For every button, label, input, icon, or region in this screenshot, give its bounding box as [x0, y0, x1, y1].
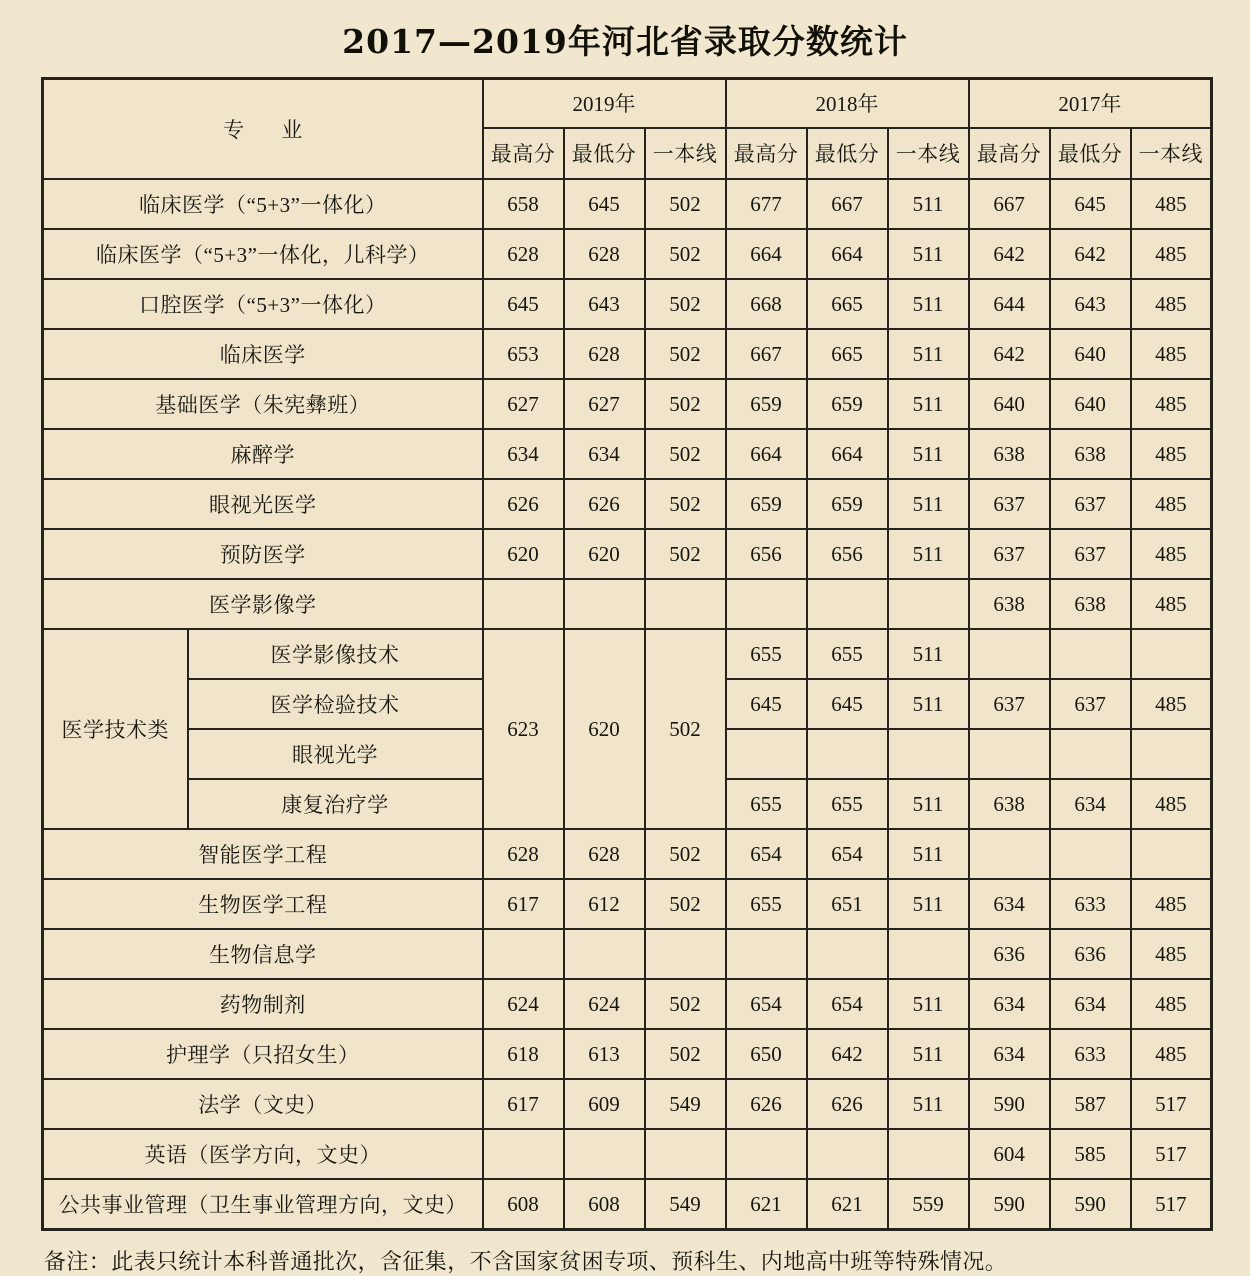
major-name: 临床医学（“5+3”一体化）: [43, 179, 483, 229]
score-cell: [1131, 829, 1212, 879]
score-cell: 618: [483, 1029, 564, 1079]
score-cell: 624: [483, 979, 564, 1029]
score-cell: 613: [564, 1029, 645, 1079]
score-cell: 656: [726, 529, 807, 579]
sub-major-name: 医学检验技术: [188, 679, 483, 729]
major-name: 基础医学（朱宪彝班）: [43, 379, 483, 429]
score-cell: 628: [564, 829, 645, 879]
score-cell: 624: [564, 979, 645, 1029]
table-row: [43, 1129, 1212, 1179]
header-row-years: [43, 79, 1212, 128]
score-cell: [726, 1129, 807, 1179]
score-cell: 511: [888, 779, 969, 829]
score-cell: 485: [1131, 679, 1212, 729]
score-cell: 502: [645, 379, 726, 429]
score-cell: 511: [888, 329, 969, 379]
score-cell: [1050, 829, 1131, 879]
score-cell: [645, 579, 726, 629]
score-cell: 485: [1131, 229, 1212, 279]
score-cell: [483, 579, 564, 629]
major-group-name: 医学技术类: [43, 629, 188, 829]
score-cell: [888, 579, 969, 629]
score-cell: 638: [969, 429, 1050, 479]
score-cell: 642: [969, 329, 1050, 379]
score-cell: [1131, 629, 1212, 679]
major-name: 眼视光医学: [43, 479, 483, 529]
score-cell: 665: [807, 279, 888, 329]
score-cell: 634: [969, 1029, 1050, 1079]
score-cell: [969, 629, 1050, 679]
score-cell: 620: [483, 529, 564, 579]
score-cell: 634: [969, 979, 1050, 1029]
header-year-2018: 2018年: [726, 79, 969, 128]
score-cell: 517: [1131, 1079, 1212, 1129]
table-row-group: [43, 629, 1212, 679]
score-cell: 637: [1050, 479, 1131, 529]
major-name: 口腔医学（“5+3”一体化）: [43, 279, 483, 329]
table-row: [43, 279, 1212, 329]
score-cell: 511: [888, 879, 969, 929]
score-cell: 517: [1131, 1129, 1212, 1179]
table-row: [43, 429, 1212, 479]
score-cell: 644: [969, 279, 1050, 329]
score-cell: 585: [1050, 1129, 1131, 1179]
score-cell: 628: [564, 329, 645, 379]
score-cell: 502: [645, 529, 726, 579]
score-cell: 587: [1050, 1079, 1131, 1129]
score-cell: 559: [888, 1179, 969, 1230]
score-cell: 636: [969, 929, 1050, 979]
header-year-2017: 2017年: [969, 79, 1212, 128]
score-cell: 643: [564, 279, 645, 329]
score-cell: 654: [807, 829, 888, 879]
score-cell: 650: [726, 1029, 807, 1079]
score-cell: 511: [888, 1029, 969, 1079]
score-cell: 664: [726, 229, 807, 279]
score-cell: [483, 929, 564, 979]
major-name: 生物医学工程: [43, 879, 483, 929]
score-cell: 626: [564, 479, 645, 529]
score-cell: 485: [1131, 479, 1212, 529]
score-cell: 608: [483, 1179, 564, 1230]
score-cell: 640: [1050, 329, 1131, 379]
score-cell: 485: [1131, 379, 1212, 429]
score-cell: 667: [726, 329, 807, 379]
major-name: 法学（文史）: [43, 1079, 483, 1129]
score-cell: 590: [1050, 1179, 1131, 1230]
score-cell: 642: [1050, 229, 1131, 279]
score-cell: 655: [726, 629, 807, 679]
score-cell: 627: [483, 379, 564, 429]
table-row: [43, 929, 1212, 979]
score-cell: 655: [726, 879, 807, 929]
score-cell: 645: [726, 679, 807, 729]
score-cell: 636: [1050, 929, 1131, 979]
score-cell: 634: [1050, 779, 1131, 829]
score-cell: 637: [1050, 679, 1131, 729]
score-cell: 664: [807, 429, 888, 479]
header-2018-min: 最低分: [807, 128, 888, 179]
score-cell: 485: [1131, 879, 1212, 929]
score-cell: 485: [1131, 179, 1212, 229]
score-cell: 645: [807, 679, 888, 729]
score-cell: [807, 729, 888, 779]
score-cell: 668: [726, 279, 807, 329]
score-cell: 511: [888, 829, 969, 879]
header-major: 专 业: [43, 79, 483, 180]
table-row: [43, 479, 1212, 529]
score-cell: 645: [564, 179, 645, 229]
score-cell: 511: [888, 979, 969, 1029]
score-cell: 502: [645, 429, 726, 479]
score-cell: 634: [969, 879, 1050, 929]
header-2019-cutoff: 一本线: [645, 128, 726, 179]
score-cell: 637: [969, 529, 1050, 579]
score-cell: 502: [645, 829, 726, 879]
table-row: [43, 829, 1212, 879]
score-cell: 659: [726, 479, 807, 529]
score-cell: [726, 929, 807, 979]
score-cell: 667: [969, 179, 1050, 229]
score-cell: [1050, 729, 1131, 779]
score-cell: 502: [645, 279, 726, 329]
score-cell: 626: [483, 479, 564, 529]
major-name: 临床医学（“5+3”一体化，儿科学）: [43, 229, 483, 279]
table-row: [43, 529, 1212, 579]
major-name: 英语（医学方向，文史）: [43, 1129, 483, 1179]
score-cell: 485: [1131, 429, 1212, 479]
score-cell: 511: [888, 229, 969, 279]
score-cell: 502: [645, 179, 726, 229]
major-name: 药物制剂: [43, 979, 483, 1029]
score-cell: [888, 929, 969, 979]
score-cell: 511: [888, 279, 969, 329]
score-cell: 609: [564, 1079, 645, 1129]
score-cell: 645: [1050, 179, 1131, 229]
score-cell: 645: [483, 279, 564, 329]
score-cell: 634: [1050, 979, 1131, 1029]
score-cell: 502: [645, 479, 726, 529]
score-cell: 502: [645, 879, 726, 929]
table-body: [43, 179, 1212, 1230]
table-container: [0, 77, 1250, 1231]
score-cell-merged: 502: [645, 629, 726, 829]
score-cell: [645, 929, 726, 979]
header-2017-cutoff: 一本线: [1131, 128, 1212, 179]
score-cell: 640: [969, 379, 1050, 429]
score-cell: 549: [645, 1179, 726, 1230]
score-cell: 637: [1050, 529, 1131, 579]
score-cell: 502: [645, 1029, 726, 1079]
score-cell: 634: [483, 429, 564, 479]
score-cell: 617: [483, 879, 564, 929]
score-cell: 656: [807, 529, 888, 579]
score-cell: 638: [1050, 429, 1131, 479]
score-cell: 664: [726, 429, 807, 479]
table-row: [43, 1179, 1212, 1230]
score-cell: 485: [1131, 1029, 1212, 1079]
page-title: 2017—2019年河北省录取分数统计: [342, 22, 908, 61]
score-cell: [807, 1129, 888, 1179]
score-cell: 643: [1050, 279, 1131, 329]
score-cell: 604: [969, 1129, 1050, 1179]
major-name: 公共事业管理（卫生事业管理方向，文史）: [43, 1179, 483, 1230]
table-row: [43, 379, 1212, 429]
score-cell: 658: [483, 179, 564, 229]
score-cell: 511: [888, 679, 969, 729]
score-cell: 511: [888, 429, 969, 479]
score-cell: [807, 929, 888, 979]
score-cell: 485: [1131, 579, 1212, 629]
score-cell: 549: [645, 1079, 726, 1129]
table-row: [43, 229, 1212, 279]
score-cell: 637: [969, 679, 1050, 729]
table-row: [43, 1079, 1212, 1129]
score-cell: 502: [645, 329, 726, 379]
sub-major-name: 康复治疗学: [188, 779, 483, 829]
header-year-2019: 2019年: [483, 79, 726, 128]
score-cell: 655: [807, 779, 888, 829]
header-2017-max: 最高分: [969, 128, 1050, 179]
score-cell: 628: [483, 829, 564, 879]
header-2017-min: 最低分: [1050, 128, 1131, 179]
score-cell: 485: [1131, 929, 1212, 979]
score-cell: 655: [807, 629, 888, 679]
score-cell: [645, 1129, 726, 1179]
score-cell: [969, 729, 1050, 779]
score-cell: 612: [564, 879, 645, 929]
score-cell: 628: [564, 229, 645, 279]
score-cell: [888, 729, 969, 779]
score-cell: 511: [888, 529, 969, 579]
score-cell: 659: [807, 379, 888, 429]
table-row: [43, 979, 1212, 1029]
score-cell: [1050, 629, 1131, 679]
header-2019-min: 最低分: [564, 128, 645, 179]
score-cell: 626: [726, 1079, 807, 1129]
score-cell: 590: [969, 1179, 1050, 1230]
header-2018-max: 最高分: [726, 128, 807, 179]
score-cell: 511: [888, 629, 969, 679]
score-cell: 511: [888, 379, 969, 429]
score-cell: 485: [1131, 529, 1212, 579]
score-cell: 590: [969, 1079, 1050, 1129]
score-cell: [726, 729, 807, 779]
score-cell: 642: [807, 1029, 888, 1079]
score-cell: 664: [807, 229, 888, 279]
major-name: 麻醉学: [43, 429, 483, 479]
score-cell: 633: [1050, 1029, 1131, 1079]
major-name: 生物信息学: [43, 929, 483, 979]
score-cell: 621: [726, 1179, 807, 1230]
score-cell: [564, 929, 645, 979]
score-cell: 627: [564, 379, 645, 429]
score-cell: 654: [807, 979, 888, 1029]
score-cell: 517: [1131, 1179, 1212, 1230]
sub-major-name: 医学影像技术: [188, 629, 483, 679]
table-row: [43, 329, 1212, 379]
table-row: [43, 1029, 1212, 1079]
score-cell: 667: [807, 179, 888, 229]
major-name: 临床医学: [43, 329, 483, 379]
score-cell: 640: [1050, 379, 1131, 429]
score-cell: [969, 829, 1050, 879]
score-cell: [888, 1129, 969, 1179]
score-cell: 677: [726, 179, 807, 229]
score-cell: 633: [1050, 879, 1131, 929]
admission-scores-table: [41, 77, 1213, 1231]
score-cell: 638: [969, 779, 1050, 829]
score-cell: 638: [1050, 579, 1131, 629]
score-cell: 511: [888, 479, 969, 529]
score-cell: [807, 579, 888, 629]
score-cell: [483, 1129, 564, 1179]
score-cell: [1131, 729, 1212, 779]
score-cell: 485: [1131, 279, 1212, 329]
score-cell: 659: [807, 479, 888, 529]
score-cell: [564, 1129, 645, 1179]
score-cell: 651: [807, 879, 888, 929]
score-cell: 511: [888, 1079, 969, 1129]
score-cell: 485: [1131, 979, 1212, 1029]
major-name: 护理学（只招女生）: [43, 1029, 483, 1079]
score-cell: 638: [969, 579, 1050, 629]
score-cell: 654: [726, 829, 807, 879]
table-row: [43, 579, 1212, 629]
major-name: 预防医学: [43, 529, 483, 579]
score-cell: 485: [1131, 779, 1212, 829]
major-name: 医学影像学: [43, 579, 483, 629]
major-name: 智能医学工程: [43, 829, 483, 879]
table-row: [43, 879, 1212, 929]
table-row: [43, 179, 1212, 229]
score-cell: 502: [645, 229, 726, 279]
score-cell: 626: [807, 1079, 888, 1129]
score-cell: 654: [726, 979, 807, 1029]
header-2019-max: 最高分: [483, 128, 564, 179]
header-2018-cutoff: 一本线: [888, 128, 969, 179]
table-head: [43, 79, 1212, 180]
score-cell: 502: [645, 979, 726, 1029]
score-cell: 608: [564, 1179, 645, 1230]
score-cell: 628: [483, 229, 564, 279]
score-cell: 637: [969, 479, 1050, 529]
score-cell: 642: [969, 229, 1050, 279]
score-cell: 485: [1131, 329, 1212, 379]
score-cell: 621: [807, 1179, 888, 1230]
score-cell: [564, 579, 645, 629]
score-cell: 620: [564, 529, 645, 579]
score-cell: 653: [483, 329, 564, 379]
score-cell: 659: [726, 379, 807, 429]
table-footnote: 备注：此表只统计本科普通批次，含征集，不含国家贫困专项、预科生、内地高中班等特殊情况。: [44, 1249, 1008, 1274]
score-cell: 655: [726, 779, 807, 829]
score-cell-merged: 623: [483, 629, 564, 829]
score-cell-merged: 620: [564, 629, 645, 829]
score-cell: 634: [564, 429, 645, 479]
score-cell: 511: [888, 179, 969, 229]
sub-major-name: 眼视光学: [188, 729, 483, 779]
score-cell: 665: [807, 329, 888, 379]
score-cell: [726, 579, 807, 629]
score-cell: 617: [483, 1079, 564, 1129]
